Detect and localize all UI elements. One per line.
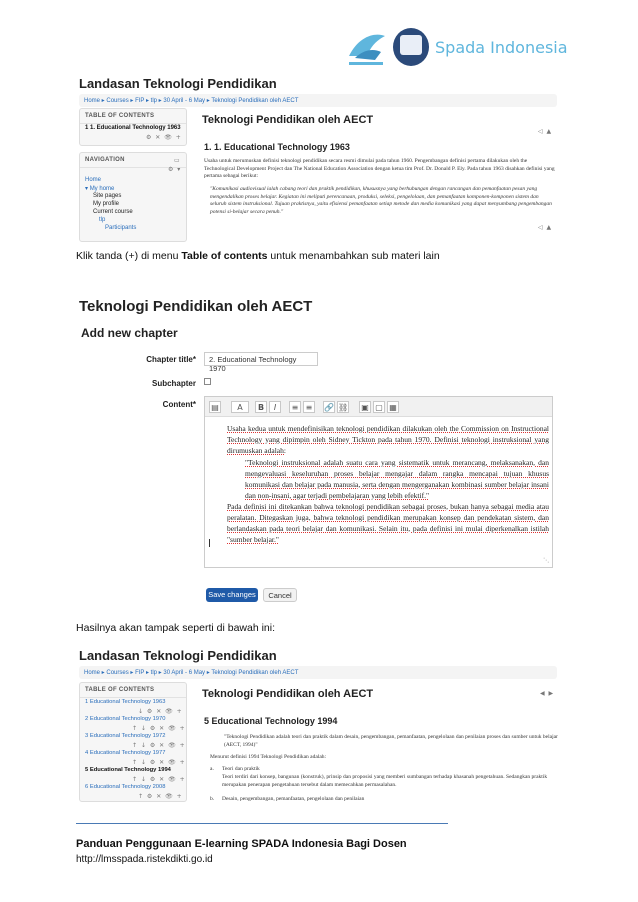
breadcrumb3-current: Teknologi Pendidikan oleh AECT	[211, 670, 299, 676]
toc-title-3: TABLE OF CONTENTS	[80, 683, 186, 698]
toc3-item-4-actions[interactable]: ↑ ↓ ⚙ ✕ 👁 +	[132, 759, 186, 766]
prev-next-icons[interactable]: ◁ ▲	[538, 128, 553, 135]
subchapter-label: Subchapter	[151, 379, 196, 388]
chapter-heading-3: 5 Educational Technology 1994	[204, 716, 338, 726]
toolbar-unlink-icon[interactable]: ⛓	[338, 403, 349, 412]
chapter3-line: Menurut definisi 1994 Teknologi Pendidikan adalah:	[210, 754, 327, 760]
toolbar-image-icon[interactable]: ▣	[359, 401, 371, 413]
toc3-item-1[interactable]: 1 Educational Technology 1963	[85, 699, 166, 705]
breadcrumb-fip[interactable]: FIP	[135, 98, 145, 104]
toc3-item-4[interactable]: 4 Educational Technology 1977	[85, 750, 166, 756]
screenshot-3	[76, 648, 562, 806]
caption-2: Hasilnya akan tampak seperti di bawah ini:	[76, 622, 276, 634]
breadcrumb3-tlp[interactable]: tlp	[150, 670, 158, 676]
breadcrumb-tlp[interactable]: tlp	[150, 98, 158, 104]
nav-participants[interactable]: Participants	[105, 225, 137, 231]
course-title: Landasan Teknologi Pendidikan	[79, 76, 277, 91]
footer-divider	[76, 823, 448, 824]
toc3-item-1-actions[interactable]: ↓ ⚙ ✕ 👁 +	[138, 708, 183, 715]
chapter3-quote: "Teknologi Pendidikan adalah teori dan praktik dalam desain, pengembangan, pemanfaatan, pengelolaan dan penilaian proses dan sumber untuk belajar (AECT, 1994)"	[224, 734, 558, 748]
ristekdikti-logo-icon	[345, 26, 389, 68]
chapter-paragraph: Usaha untuk merumuskan definisi teknologi pendidikan secara resmi dimulai pada tahun 1960. Pengembangan definisi pertama dilakukan oleh the Technological Development Project dan The National Education Association dengan ketua tim Prof. Dr. Donald P. Ely. Pada tahun 1963 disahkan definisi yang pertama sebagai berikut:	[204, 158, 555, 179]
toc3-item-6[interactable]: 6 Educational Technology 2008	[85, 784, 166, 790]
chapter-quote: "Komunikasi audiovisual ialah cabang teori dan praktik pendidikan, khususnya yang berhubungan dengan rancangan dan pemanfaatan pesan yang mengendalikan proses belajar. Kegiatan ini meliputi perencanaan, produksi, seleksi, pengelolaan, dan pemanfaatan komponen-komponen sistem dan seluruh sistem instruksional. Tujuan praktisnya, yaitu efisiensi pemanfaatan setiap metode dan media komunikasi yang dapat menyumbang pengembangan potensi si-belajar secara penuh."	[210, 186, 552, 215]
breadcrumb: Home ▸ Courses ▸ FIP ▸ tlp ▸ 30 April - 6 May ▸ Teknologi Pendidikan oleh AECT	[79, 94, 557, 107]
breadcrumb-home[interactable]: Home	[84, 98, 101, 104]
toolbar-bold-icon[interactable]: B	[255, 401, 267, 413]
toolbar-font-icon[interactable]: A	[231, 401, 249, 413]
nav-tlp[interactable]: tlp	[99, 217, 106, 223]
book-title-3: Teknologi Pendidikan oleh AECT	[202, 688, 374, 700]
list-a-label: a.	[210, 766, 214, 772]
chapter-title-label: Chapter title*	[146, 355, 196, 364]
toolbar-media-icon[interactable]: ▢	[373, 401, 385, 413]
book-title: Teknologi Pendidikan oleh AECT	[202, 114, 374, 126]
navigation-block	[79, 152, 187, 242]
resize-handle-icon[interactable]: ⋱	[543, 557, 550, 564]
content-label: Content*	[162, 400, 196, 409]
course-title-3: Landasan Teknologi Pendidikan	[79, 648, 277, 663]
form-title: Add new chapter	[81, 326, 178, 340]
footer-title: Panduan Penggunaan E-learning SPADA Indonesia Bagi Dosen	[76, 838, 407, 850]
toolbar-italic-icon[interactable]: I	[269, 401, 281, 413]
footer-url: http://lmsspada.ristekdikti.go.id	[76, 854, 213, 865]
brand-text: Spada Indonesia	[435, 38, 568, 57]
subchapter-checkbox[interactable]	[204, 378, 211, 385]
nav-site-pages[interactable]: Site pages	[93, 193, 122, 199]
toc-block	[79, 108, 187, 146]
toolbar-file-icon[interactable]: ▦	[387, 401, 399, 413]
breadcrumb-week[interactable]: 30 April - 6 May	[163, 98, 206, 104]
cancel-button[interactable]: Cancel	[263, 588, 297, 602]
toolbar-numbered-list-icon[interactable]: ≡	[303, 401, 315, 413]
breadcrumb-courses[interactable]: Courses	[106, 98, 129, 104]
list-b-label: b.	[210, 796, 215, 802]
breadcrumb3-week[interactable]: 30 April - 6 May	[163, 670, 206, 676]
toolbar-link-icon[interactable]: 🔗	[324, 403, 334, 412]
book-title-2: Teknologi Pendidikan oleh AECT	[79, 298, 313, 315]
screenshot-1	[76, 74, 562, 242]
breadcrumb3-courses[interactable]: Courses	[106, 670, 129, 676]
content-editor[interactable]	[204, 396, 553, 568]
next-icons[interactable]: ◁ ▲	[538, 224, 553, 231]
caption-1: Klik tanda (+) di menu Table of contents untuk menambahkan sub materi lain	[76, 250, 440, 262]
toc-block-3	[79, 682, 187, 802]
toc-item-actions[interactable]: ⚙ ✕ 👁 +	[146, 134, 182, 141]
toc-item-1[interactable]: 1 1. Educational Technology 1963	[85, 125, 181, 131]
nav-current-course[interactable]: Current course	[93, 209, 133, 215]
nav-home[interactable]: Home	[85, 177, 102, 183]
list-a-body: Teori terdiri dari konsep, bangunan (konstruk), prinsip dan proposisi yang memberi sumbangan terhadap khasanah pengetahuan. Sedangkan praktik merupakan penerapan pengetahuan tersebut dalam memecahkan permasalahan.	[222, 774, 548, 788]
navigation-title: NAVIGATION	[80, 153, 186, 168]
toc3-item-6-actions[interactable]: ↑ ⚙ ✕ 👁 +	[138, 793, 183, 800]
toolbar-bullet-list-icon[interactable]: ≡	[289, 401, 301, 413]
toc3-item-2-actions[interactable]: ↑ ↓ ⚙ ✕ 👁 +	[132, 725, 186, 732]
save-changes-button[interactable]: Save changes	[206, 588, 258, 602]
block-settings-icon[interactable]: ⚙ ▾	[168, 166, 182, 173]
header-logos	[345, 26, 615, 70]
nav-my-profile[interactable]: My profile	[93, 201, 120, 207]
toolbar-toggle-icon[interactable]: ▤	[209, 401, 221, 413]
breadcrumb3-home[interactable]: Home	[84, 670, 101, 676]
list-a-title: Teori dan praktik	[222, 766, 260, 772]
toc3-item-3[interactable]: 3 Educational Technology 1972	[85, 733, 166, 739]
list-b-title: Desain, pengembangan, pemanfaatan, pengelolaan dan penilaian	[222, 796, 365, 802]
toc3-item-3-actions[interactable]: ↑ ↓ ⚙ ✕ 👁 +	[132, 742, 186, 749]
editor-paragraph-1: Usaha kedua untuk mendefinisikan teknologi pendidikan dilakukan oleh the Commission on Instructional Technology yang dipimpin oleh Sidney Tickton pada tahun 1970. Definisi teknologi instruksional yang dirumuskan adalah:	[227, 424, 549, 455]
university-seal-icon	[393, 28, 429, 66]
breadcrumb-current: Teknologi Pendidikan oleh AECT	[211, 98, 299, 104]
prev-next-icons-3[interactable]: ◀ ▶	[540, 690, 555, 697]
text-cursor	[209, 539, 210, 547]
chapter-heading: 1. 1. Educational Technology 1963	[204, 142, 350, 152]
editor-toolbar	[205, 397, 552, 417]
nav-my-home[interactable]: ▾ My home	[85, 186, 115, 192]
toc3-item-2[interactable]: 2 Educational Technology 1970	[85, 716, 166, 722]
breadcrumb3-fip[interactable]: FIP	[135, 670, 145, 676]
screenshot-2	[76, 296, 554, 608]
toc3-item-5-actions[interactable]: ↑ ↓ ⚙ ✕ 👁 +	[132, 776, 186, 783]
block-dock-icon[interactable]: ▭	[174, 157, 181, 164]
toc3-item-5-current: 5 Educational Technology 1994	[85, 767, 171, 773]
toc-title: TABLE OF CONTENTS	[80, 109, 186, 124]
editor-paragraph-2: Pada definisi ini ditekankan bahwa teknologi pendidikan sebagai proses, bukan hanya sebagai media atau peralatan. Ditegaskan juga, bahwa teknologi pendidikan merupakan konsep dan pendekatan sistem, dan berlandaskan pada teori belajar dan komunikasi. Selain itu, pada definisi ini mulai diperkenalkan istilah "sumber belajar."	[227, 502, 549, 544]
editor-quote: "Teknologi instruksional adalah suatu cara yang sistematik untuk merancang, melaksanakan, dan mengevaluasi keseluruhan proses belajar mengajar dalam rangka mencapai tujuan khusus komunikasi dan belajar pada manusia, serta dengan mengerganakan kombinasi sumber belajar insani dan non-insani, agar terjadi pembelajaran yang lebih efektif."	[245, 458, 549, 500]
breadcrumb-3: Home ▸ Courses ▸ FIP ▸ tlp ▸ 30 April - 6 May ▸ Teknologi Pendidikan oleh AECT	[79, 666, 557, 679]
chapter-title-input[interactable]: 2. Educational Technology 1970	[204, 352, 318, 366]
